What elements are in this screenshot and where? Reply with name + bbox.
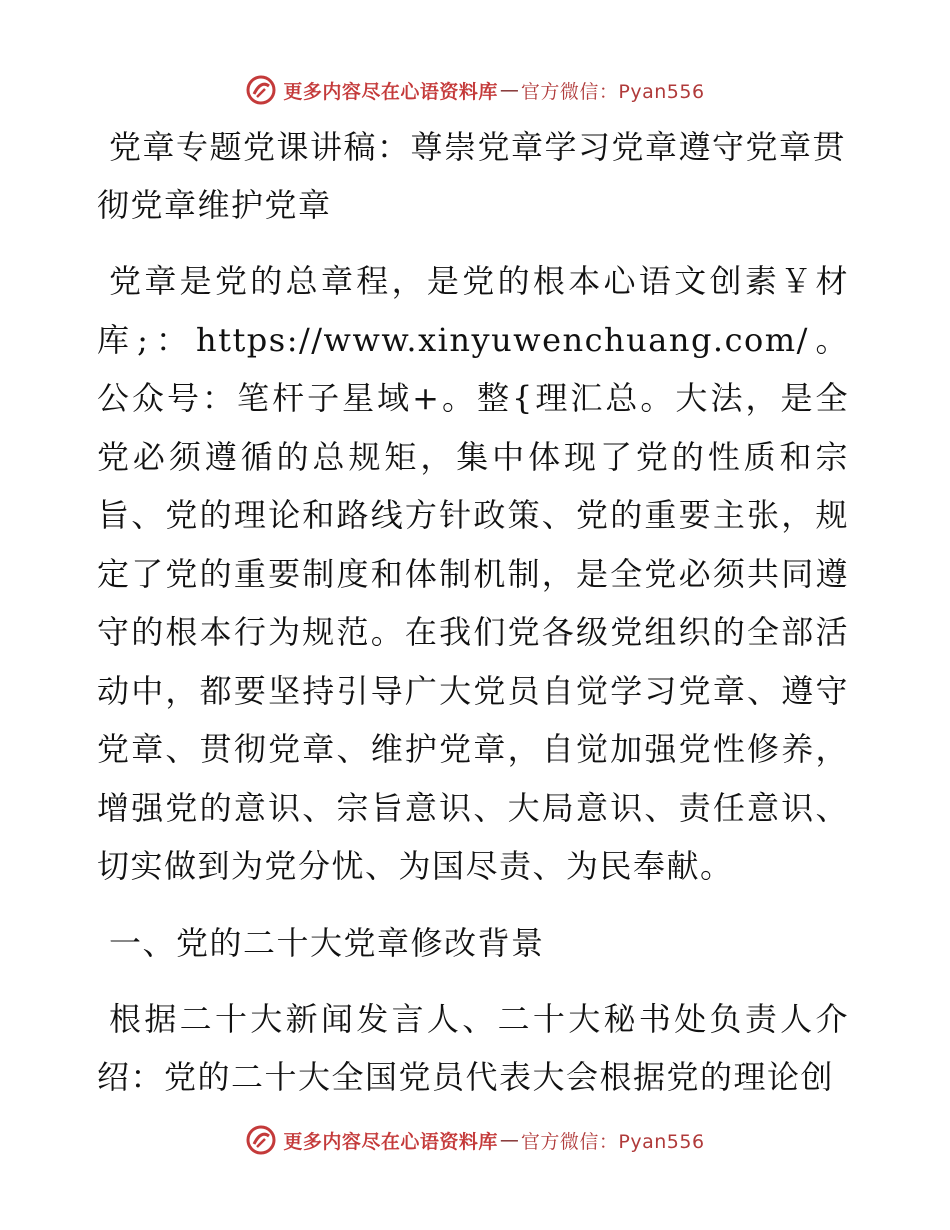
- section-paragraph: 根据二十大新闻发言人、二十大秘书处负责人介绍：党的二十大全国党员代表大会根据党的理论创: [97, 999, 849, 1096]
- banner-wechat: 官方微信：Pyan556: [520, 80, 705, 103]
- intro-paragraph: 党章是党的总章程，是党的根本心语文创素￥材库;：https://www.xinyuwenchuang.com/。公众号：笔杆子星域+。整{理汇总。大法，是全党必须遵循的总规矩，集中体现了党的性质和宗旨、党的理论和路线方针政策、党的重要主张，规定了党的重要制度和体制机制，是全党必须共同遵守的根本行为规范。在我们党各级党组织的全部活动中，都要坚持引导广大党员自觉学习党章、遵守党章、贯彻党章、维护党章，自觉加强党性修养，增强党的意识、宗旨意识、大局意识、责任意识、切实做到为党分忧、为国尽责、为民奉献。: [97, 262, 849, 885]
- document-body: [97, 118, 849, 1125]
- banner-text: 更多内容尽在心语资料库: [283, 1130, 498, 1153]
- logo-icon: [245, 74, 277, 106]
- banner-text: 更多内容尽在心语资料库: [283, 80, 498, 103]
- logo-icon: [245, 1124, 277, 1156]
- footer-banner: [0, 1122, 950, 1158]
- section-heading: 一、党的二十大党章修改背景: [109, 923, 545, 962]
- banner-dash: —: [499, 1129, 519, 1151]
- banner-wechat: 官方微信：Pyan556: [520, 1130, 705, 1153]
- page-title: 党章专题党课讲稿：尊崇党章学习党章遵守党章贯彻党章维护党章: [97, 128, 847, 224]
- banner-dash: —: [499, 79, 519, 101]
- header-banner: [0, 72, 950, 108]
